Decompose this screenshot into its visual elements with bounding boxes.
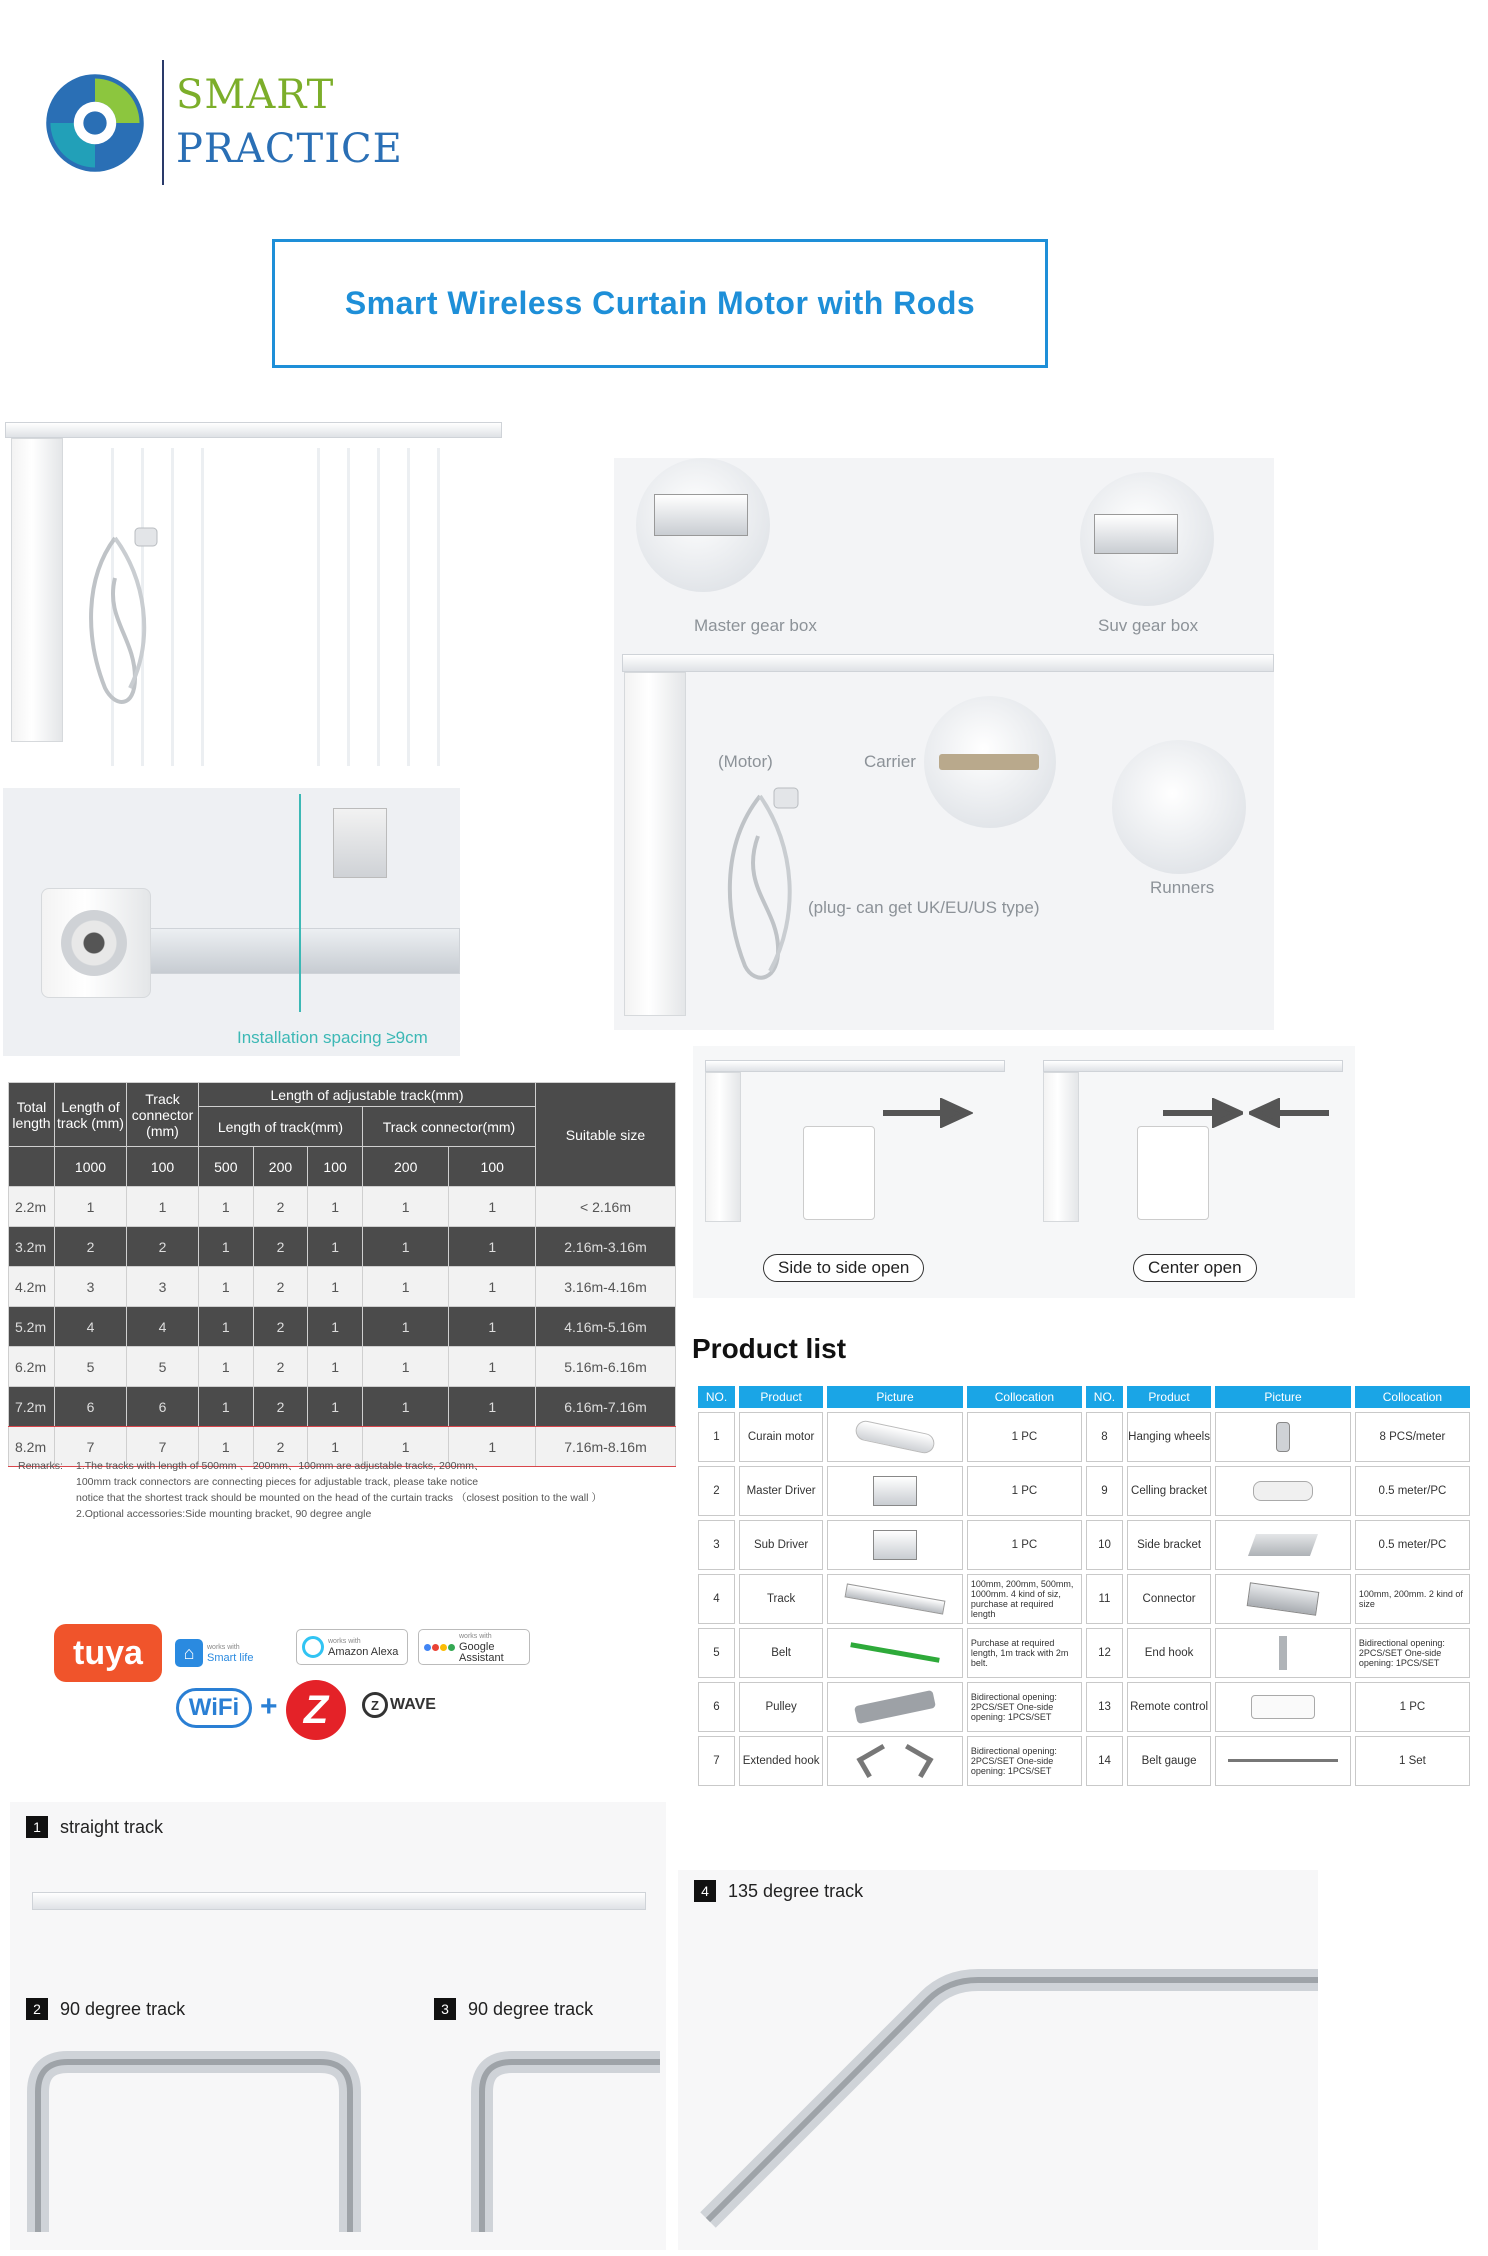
cell-no: 6 <box>698 1682 735 1732</box>
track-picture <box>827 1574 963 1624</box>
cell: 2 <box>253 1427 308 1467</box>
table-row <box>9 1387 676 1427</box>
cell: 2 <box>253 1347 308 1387</box>
cell-no: 3 <box>698 1520 735 1570</box>
cell: 4 <box>127 1307 199 1347</box>
th-sub: 1000 <box>55 1147 127 1187</box>
cell: 1 <box>308 1387 363 1427</box>
th-adjustable: Length of adjustable track(mm) <box>199 1083 536 1107</box>
zigbee-text: Z <box>303 1687 329 1732</box>
th-picture: Picture <box>827 1386 963 1408</box>
cell: 1 <box>449 1267 536 1307</box>
cell: 3 <box>127 1267 199 1307</box>
cell: 2 <box>253 1267 308 1307</box>
cell: 1 <box>449 1347 536 1387</box>
motor-image <box>624 672 686 1016</box>
th-sub: 100 <box>449 1147 536 1187</box>
cell: 3 <box>55 1267 127 1307</box>
motor-image <box>11 438 63 742</box>
th-track-connector: Track connector (mm) <box>127 1083 199 1147</box>
cell: 7.2m <box>9 1387 55 1427</box>
zwave-icon: Z <box>362 1692 388 1718</box>
logo-divider <box>162 60 164 185</box>
google-badge <box>418 1629 530 1665</box>
th-sub: 500 <box>199 1147 254 1187</box>
table-row <box>698 1628 1470 1678</box>
cell-product: Hanging wheels <box>1127 1412 1211 1462</box>
plus-sign: + <box>260 1690 278 1723</box>
cell: 4.16m-5.16m <box>536 1307 676 1347</box>
runners-image <box>1112 740 1246 874</box>
cell: 1 <box>308 1307 363 1347</box>
cell-product: Pulley <box>739 1682 823 1732</box>
master-gear-box-label: Master gear box <box>694 616 817 635</box>
remarks <box>18 1458 678 1522</box>
tuya-text: tuya <box>73 1633 143 1672</box>
cell: 1 <box>127 1187 199 1227</box>
cell-collocation: 100mm, 200mm, 500mm, 1000mm. 4 kind of siz, purchase at required length <box>967 1574 1082 1624</box>
cell-collocation: 1 PC <box>967 1520 1082 1570</box>
cell-product: Extended hook <box>739 1736 823 1786</box>
cell-product: Side bracket <box>1127 1520 1211 1570</box>
track-num-badge: 2 <box>26 1998 48 2020</box>
cell: 1 <box>362 1427 449 1467</box>
brand-line1: SMART <box>176 72 335 118</box>
cell: 3.2m <box>9 1227 55 1267</box>
cell: 6 <box>55 1387 127 1427</box>
smart-life-badge <box>175 1635 273 1671</box>
cell: 7 <box>127 1427 199 1467</box>
cell: 2 <box>253 1187 308 1227</box>
cell-no: 14 <box>1086 1736 1123 1786</box>
table-row <box>9 1347 676 1387</box>
wifi-text: WiFi <box>188 1694 240 1721</box>
carrier-label: Carrier <box>864 752 916 771</box>
th-product: Product <box>1127 1386 1211 1408</box>
th-sub: 100 <box>308 1147 363 1187</box>
cell: 2 <box>253 1307 308 1347</box>
cell-collocation: 8 PCS/meter <box>1355 1412 1470 1462</box>
cell: 1 <box>308 1267 363 1307</box>
page-title: Smart Wireless Curtain Motor with Rods <box>344 285 976 321</box>
brand-line2: PRACTICE <box>176 126 403 172</box>
cell: 1 <box>199 1307 254 1347</box>
belt-gauge-picture <box>1215 1736 1351 1786</box>
cell: 1 <box>308 1427 363 1467</box>
cell-no: 12 <box>1086 1628 1123 1678</box>
th-adj-connector: Track connector(mm) <box>362 1107 535 1147</box>
th-suitable-size: Suitable size <box>536 1083 676 1187</box>
cell-product: Celling bracket <box>1127 1466 1211 1516</box>
tuya-logo <box>54 1624 162 1682</box>
cell-product: Sub Driver <box>739 1520 823 1570</box>
table-row <box>698 1682 1470 1732</box>
cell: 6 <box>127 1387 199 1427</box>
cell: 1 <box>449 1427 536 1467</box>
cell: 1 <box>308 1227 363 1267</box>
cell: 5.16m-6.16m <box>536 1347 676 1387</box>
remark-line: 100mm track connectors are connecting pieces for adjustable track, please take notice <box>76 1476 479 1488</box>
cell: 1 <box>449 1307 536 1347</box>
power-cable-icon <box>75 518 175 718</box>
product-list-table <box>694 1382 1474 1790</box>
cell: 1 <box>362 1387 449 1427</box>
zwave-text: WAVE <box>390 1696 436 1713</box>
track-types-panel <box>10 1802 666 2250</box>
cell-collocation: 1 PC <box>967 1466 1082 1516</box>
cell: 1 <box>362 1267 449 1307</box>
cell-product: Master Driver <box>739 1466 823 1516</box>
track-type-label: 90 degree track <box>60 1998 186 2019</box>
90-degree-corner-track-image <box>460 2042 660 2242</box>
belt-picture <box>827 1628 963 1678</box>
cell: 4 <box>55 1307 127 1347</box>
arrow-right-icon <box>1163 1098 1243 1128</box>
cell: 5 <box>55 1347 127 1387</box>
cell: 7.16m-8.16m <box>536 1427 676 1467</box>
th-picture: Picture <box>1215 1386 1351 1408</box>
cell-collocation: 100mm, 200mm. 2 kind of size <box>1355 1574 1470 1624</box>
cell: < 2.16m <box>536 1187 676 1227</box>
cell-collocation: Bidirectional opening: 2PCS/SET One-side opening: 1PCS/SET <box>1355 1628 1470 1678</box>
cell: 2 <box>55 1227 127 1267</box>
cell-product: Remote control <box>1127 1682 1211 1732</box>
alexa-small: works with <box>328 1638 361 1645</box>
table-row <box>9 1307 676 1347</box>
cell: 7 <box>55 1427 127 1467</box>
alexa-icon <box>302 1636 324 1658</box>
components-diagram <box>614 458 1274 1030</box>
cell: 1 <box>449 1387 536 1427</box>
cell-product: Curain motor <box>739 1412 823 1462</box>
google-text: Google Assistant <box>459 1640 504 1664</box>
cell-no: 4 <box>698 1574 735 1624</box>
side-to-side-label: Side to side open <box>763 1254 924 1282</box>
track-num-badge: 1 <box>26 1816 48 1838</box>
cell-collocation: 1 PC <box>1355 1682 1470 1732</box>
alexa-text: Amazon Alexa <box>328 1646 399 1658</box>
cell: 1 <box>362 1307 449 1347</box>
cell: 1 <box>199 1347 254 1387</box>
plug-label: (plug- can get UK/EU/US type) <box>808 898 1040 917</box>
cell: 3.16m-4.16m <box>536 1267 676 1307</box>
th-collocation: Collocation <box>967 1386 1082 1408</box>
cell: 1 <box>199 1227 254 1267</box>
track-type-label: straight track <box>60 1816 164 1837</box>
connector-picture <box>1215 1574 1351 1624</box>
title-box <box>272 239 1048 368</box>
cell-no: 2 <box>698 1466 735 1516</box>
cell-collocation: Bidirectional opening: 2PCS/SET One-side opening: 1PCS/SET <box>967 1736 1082 1786</box>
table-row <box>698 1736 1470 1786</box>
ceiling-bracket-picture <box>1215 1466 1351 1516</box>
cell-collocation: 0.5 meter/PC <box>1355 1520 1470 1570</box>
cell: 5.2m <box>9 1307 55 1347</box>
curtain-photo <box>5 418 502 766</box>
cell-collocation: 0.5 meter/PC <box>1355 1466 1470 1516</box>
google-small: works with <box>459 1632 492 1640</box>
cell-product: Track <box>739 1574 823 1624</box>
cell: 1 <box>199 1427 254 1467</box>
th-sub: 100 <box>127 1147 199 1187</box>
end-hook-picture <box>1215 1628 1351 1678</box>
cell-no: 9 <box>1086 1466 1123 1516</box>
arrow-left-icon <box>1249 1098 1329 1128</box>
table-row <box>9 1187 676 1227</box>
cell: 6.2m <box>9 1347 55 1387</box>
track-135-panel <box>678 1870 1318 2250</box>
sub-driver-picture <box>827 1520 963 1570</box>
cell-no: 8 <box>1086 1412 1123 1462</box>
cell: 4.2m <box>9 1267 55 1307</box>
master-driver-picture <box>827 1466 963 1516</box>
cell-no: 7 <box>698 1736 735 1786</box>
straight-track-image <box>32 1892 646 1910</box>
th-sub <box>9 1147 55 1187</box>
cell: 1 <box>308 1187 363 1227</box>
cell: 1 <box>199 1187 254 1227</box>
90-degree-track-image <box>20 2042 380 2242</box>
track-num-badge: 4 <box>694 1880 716 1902</box>
table-row <box>9 1227 676 1267</box>
cell-product: Belt <box>739 1628 823 1678</box>
cell-no: 10 <box>1086 1520 1123 1570</box>
cell: 1 <box>362 1187 449 1227</box>
table-row <box>698 1412 1470 1462</box>
cell: 2 <box>253 1227 308 1267</box>
smart-life-small: works with <box>207 1644 240 1651</box>
pulley-picture <box>827 1682 963 1732</box>
cell: 1 <box>362 1347 449 1387</box>
cell: 1 <box>199 1267 254 1307</box>
table-row <box>698 1520 1470 1570</box>
cell-collocation: Bidirectional opening: 2PCS/SET One-side opening: 1PCS/SET <box>967 1682 1082 1732</box>
alexa-badge <box>296 1629 408 1665</box>
cell-no: 13 <box>1086 1682 1123 1732</box>
remarks-label: Remarks: <box>18 1460 63 1472</box>
plug-cable-icon <box>710 776 820 996</box>
cell: 1 <box>449 1187 536 1227</box>
remark-line: 2.Optional accessories:Side mounting bracket, 90 degree angle <box>76 1508 372 1520</box>
zigbee-logo <box>286 1680 346 1740</box>
th-no: NO. <box>698 1386 735 1408</box>
product-list-title: Product list <box>692 1333 847 1364</box>
track-num-badge: 3 <box>434 1998 456 2020</box>
home-icon: ⌂ <box>175 1639 203 1667</box>
track-type-3 <box>434 1998 593 2020</box>
track-type-2 <box>26 1998 185 2020</box>
cell-product: End hook <box>1127 1628 1211 1678</box>
135-degree-track-image <box>698 1930 1318 2230</box>
remark-line: 1.The tracks with length of 500mm 、 200mm、100mm are adjustable tracks, 200mm、 <box>76 1460 485 1472</box>
remark-line: notice that the shortest track should be mounted on the head of the curtain tracks （closest position to the wall ） <box>76 1492 602 1504</box>
cell-no: 1 <box>698 1412 735 1462</box>
track-type-4 <box>694 1880 863 1902</box>
smart-life-text: Smart life <box>207 1652 254 1664</box>
cell: 2.2m <box>9 1187 55 1227</box>
cell: 5 <box>127 1347 199 1387</box>
side-bracket-picture <box>1215 1520 1351 1570</box>
wifi-logo <box>176 1688 252 1728</box>
open-modes-panel <box>693 1046 1355 1298</box>
table-row <box>698 1574 1470 1624</box>
google-assistant-icon <box>424 1644 455 1651</box>
runners-label: Runners <box>1150 878 1215 897</box>
track-type-1 <box>26 1816 163 1838</box>
cell-collocation: Purchase at required length, 1m track with 2m belt. <box>967 1628 1082 1678</box>
suv-gear-box-label: Suv gear box <box>1098 616 1199 635</box>
zwave-logo <box>362 1692 436 1718</box>
th-adj-length: Length of track(mm) <box>199 1107 363 1147</box>
remote-control-picture <box>1215 1682 1351 1732</box>
cell: 6.16m-7.16m <box>536 1387 676 1427</box>
cell-no: 11 <box>1086 1574 1123 1624</box>
cell-product: Belt gauge <box>1127 1736 1211 1786</box>
track-type-label: 135 degree track <box>728 1880 864 1901</box>
arrow-right-icon <box>883 1098 973 1128</box>
cell-product: Connector <box>1127 1574 1211 1624</box>
cell-collocation: 1 Set <box>1355 1736 1470 1786</box>
table-row <box>698 1466 1470 1516</box>
th-total-length: Total length <box>9 1083 55 1147</box>
cell-collocation: 1 PC <box>967 1412 1082 1462</box>
logo-icon <box>42 70 148 176</box>
th-product: Product <box>739 1386 823 1408</box>
track-type-label: 90 degree track <box>468 1998 594 2019</box>
th-collocation: Collocation <box>1355 1386 1470 1408</box>
cell-no: 5 <box>698 1628 735 1678</box>
cell: 1 <box>199 1387 254 1427</box>
hanging-wheels-picture <box>1215 1412 1351 1462</box>
motor-label: (Motor) <box>718 752 773 771</box>
th-no: NO. <box>1086 1386 1123 1408</box>
cell: 2.16m-3.16m <box>536 1227 676 1267</box>
th-length-of-track: Length of track (mm) <box>55 1083 127 1147</box>
center-open-label: Center open <box>1133 1254 1257 1282</box>
installation-spacing-label: Installation spacing ≥9cm <box>237 1028 428 1047</box>
cell: 1 <box>449 1227 536 1267</box>
cell: 1 <box>55 1187 127 1227</box>
cell: 8.2m <box>9 1427 55 1467</box>
spec-table <box>8 1082 676 1467</box>
gearbox-photo <box>3 788 460 1056</box>
extended-hook-picture <box>827 1736 963 1786</box>
cell: 1 <box>362 1227 449 1267</box>
cell: 1 <box>308 1347 363 1387</box>
th-sub: 200 <box>362 1147 449 1187</box>
th-sub: 200 <box>253 1147 308 1187</box>
table-row <box>9 1267 676 1307</box>
curtain-motor-picture <box>827 1412 963 1462</box>
cell: 2 <box>253 1387 308 1427</box>
cell: 2 <box>127 1227 199 1267</box>
